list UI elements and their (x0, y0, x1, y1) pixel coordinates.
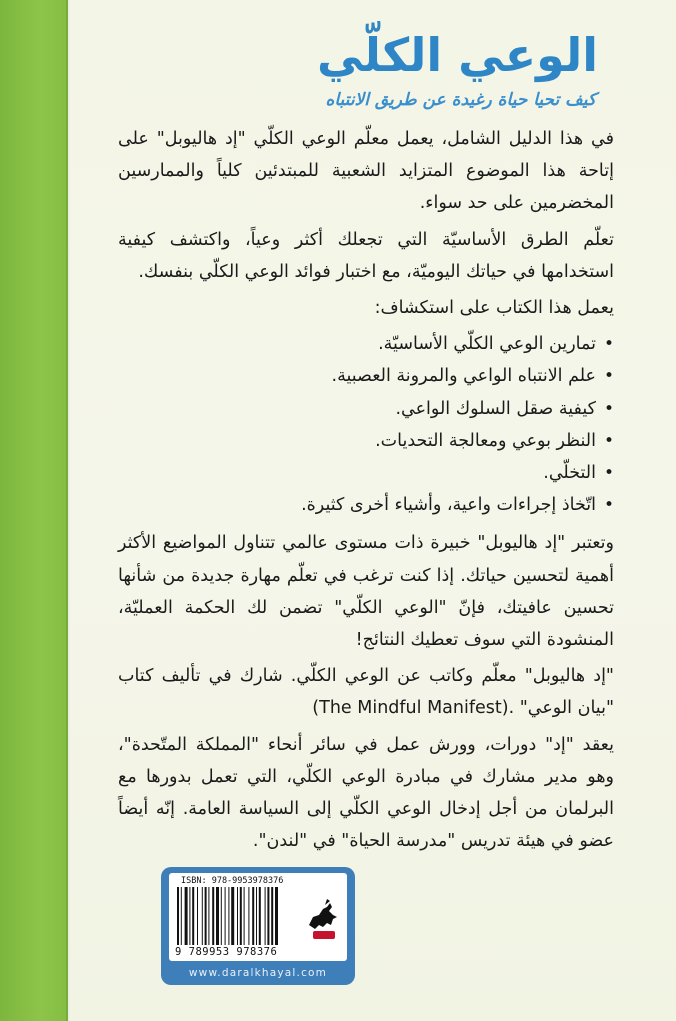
author-work-paragraph: يعقد "إد" دورات، وورش عمل في سائر أنحاء "المملكة المتّحدة"، وهو مدير مشارك في مبادرة الوعي الكلّي، التي تعمل بدورها مع البرلمان من أجل إدخال الوعي الكلّي إلى السياسة العامة. إنّه أيضاً عضو في هيئة تدريس "مدرسة الحياة" في "لندن". (118, 734, 614, 852)
topic-item: • تمارين الوعي الكلّي الأساسيّة. (118, 328, 614, 360)
intro-paragraph: في هذا الدليل الشامل، يعمل معلّم الوعي الكلّي "إد هاليوبل" على إتاحة هذا الموضوع المتزايد الشعبية للمبتدئين كلياً والممارسين المخضرمين على حد سواء. (118, 129, 614, 214)
isbn-digits: 9 789953 978376 (175, 946, 278, 958)
isbn-label: ISBN: 978-9953978376 (181, 876, 284, 886)
topic-item: • اتّخاذ إجراءات واعية، وأشياء أخرى كثيرة. (118, 489, 614, 521)
methods-paragraph: تعلّم الطرق الأساسيّة التي تجعلك أكثر وعياً، واكتشف كيفية استخدامها في حياتك اليوميّة، مع اختبار فوائد الوعي الكلّي بنفسك. (118, 229, 614, 282)
blurb-text (118, 123, 614, 861)
author-expertise-paragraph: وتعتبر "إد هاليوبل" خبيرة ذات مستوى عالمي تتناول المواضيع الأكثر أهمية لتحسين حياتك. إذا كنت ترغب في تعلّم مهارة جديدة من شأنها تحسين عافيتك، فإنّ "الوعي الكلّي" تضمن لك الحكمة العمليّة، المنشودة التي سوف تعطيك النتائج! (118, 533, 614, 651)
book-spine (0, 0, 68, 1021)
barcode-bars (177, 887, 295, 945)
publisher-website: www.daralkhayal.com (188, 967, 328, 979)
topic-item: • النظر بوعي ومعالجة التحديات. (118, 425, 614, 457)
english-book-title: (The Mindful Manifest). (312, 698, 515, 719)
explore-heading: يعمل هذا الكتاب على استكشاف: (374, 298, 614, 319)
cover-title: الوعي الكلّي (317, 28, 598, 82)
topics-list (118, 328, 614, 521)
topic-item: • علم الانتباه الواعي والمرونة العصبية. (118, 360, 614, 392)
topic-item: • التخلّي. (118, 457, 614, 489)
topic-item: • كيفية صقل السلوك الواعي. (118, 393, 614, 425)
horse-rider-logo-icon (303, 895, 343, 941)
barcode-panel (161, 867, 355, 985)
barcode-label (169, 873, 347, 961)
author-bio-paragraph (118, 660, 614, 724)
cover-subtitle: كيف تحيا حياة رغيدة عن طريق الانتباه (325, 90, 596, 110)
author-bio-text: "إد هاليوبل" معلّم وكاتب عن الوعي الكلّي. شارك في تأليف كتاب "بيان الوعي" (118, 666, 614, 719)
